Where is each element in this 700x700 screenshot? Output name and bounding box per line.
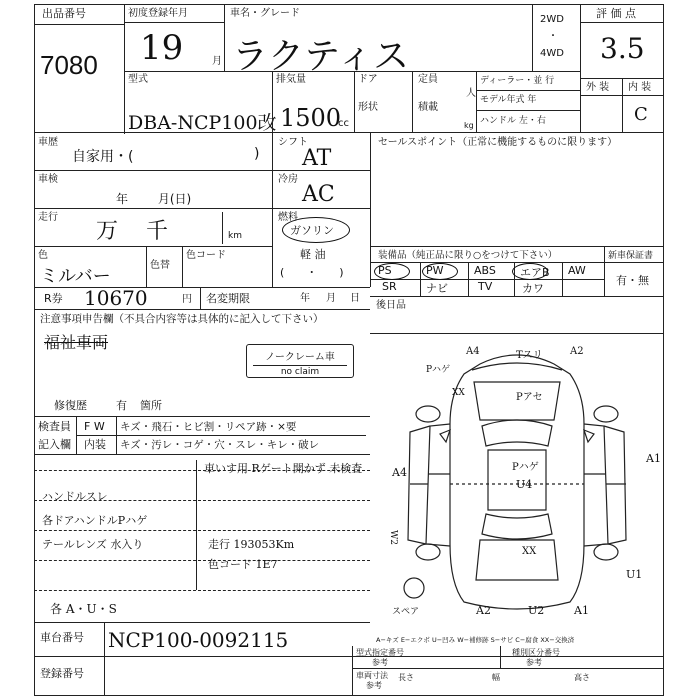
no-claim-stamp [246, 344, 354, 378]
diag-w2: W2 [388, 530, 398, 545]
equipment-item: ABS [474, 264, 496, 277]
diag-legend: A−キズ E−エクボ U−凹み W−補修跡 S−サビ C−腐食 XX−交換済 [376, 636, 575, 644]
load-label: 積載 [418, 102, 438, 113]
no-claim-en: no claim [280, 367, 320, 377]
diag-u1: U1 [626, 568, 643, 581]
diag-a1-bottom: A1 [574, 604, 589, 617]
diag-p-ase: Pアセ [516, 392, 543, 403]
remark-2: ハンドルスレ [42, 490, 108, 503]
color-code-label: 色コード [186, 250, 226, 261]
score-value: 3.5 [600, 32, 645, 65]
aircon-value: AC [302, 182, 335, 207]
diag-xx-center: XX [522, 546, 537, 557]
selling-point-label: セールスポイント（正常に機能するものに限ります） [378, 137, 618, 148]
shape-label: 形状 [358, 102, 378, 113]
inspection-value: 年 月(日) [116, 192, 192, 206]
class-ref: 参考 [526, 658, 542, 667]
remark-5: 走行 193053Km [208, 538, 295, 551]
name-change-year: 年 [300, 293, 310, 304]
remark-6: 色コード 1E7 [208, 558, 278, 571]
inspection-label: 車検 [38, 174, 58, 185]
equipment-circle [374, 263, 410, 280]
door-label: ドア [358, 74, 378, 85]
inspector-label-2: 記入欄 [38, 438, 71, 451]
diag-a4-left: A4 [392, 466, 407, 479]
car-name: ラクティス [232, 36, 410, 77]
equipment-item: ナビ [426, 282, 448, 295]
diag-a4-top: A4 [466, 346, 480, 357]
car-history-close: ) [254, 146, 260, 162]
displacement-label: 排気量 [276, 74, 306, 85]
repair-value: 有 [116, 399, 127, 412]
fuel-gas-circle [282, 217, 350, 243]
equipment-label: 装備品（純正品に限り○をつけて下さい） [378, 250, 558, 261]
name-change-label: 名変期限 [206, 292, 250, 305]
type-ref: 参考 [372, 658, 388, 667]
color-value: ミルバー [40, 266, 111, 287]
score-label: 評 価 点 [596, 7, 636, 20]
name-change-day: 日 [350, 293, 360, 304]
fw-values: キズ・飛石・ヒビ割・リペア跡・×要 [120, 421, 297, 433]
model-value: DBA-NCP100改 [128, 112, 277, 134]
diag-a1-right: A1 [646, 452, 661, 465]
inspector-label-1: 検査員 [38, 420, 71, 433]
registration-label: 登録番号 [40, 667, 84, 680]
notice-label: 注意事項申告欄（不具合内容等は具体的に記入して下さい） [40, 313, 324, 325]
diag-tesuri: Tスリ [516, 350, 543, 361]
repair-label: 修復歴 [54, 399, 87, 412]
capacity-label: 定員 [418, 74, 438, 85]
wd2-label: 2WD [540, 14, 564, 25]
shift-label: シフト [278, 137, 308, 148]
diag-spare: スペア [392, 607, 420, 617]
name-change-month: 月 [326, 293, 336, 304]
lot-number: 7080 [40, 50, 98, 80]
notice-handwritten: 福祉車両 [44, 333, 109, 352]
fw-label: F W [84, 420, 105, 433]
fuel-gas: ガソリン [290, 224, 334, 237]
km-unit: km [228, 231, 242, 241]
displacement-value: 1500 [280, 104, 342, 132]
rear-seat-label: 後日品 [376, 300, 406, 311]
first-reg-year: 19 [140, 28, 184, 68]
mileage-man: 万 [96, 219, 119, 244]
shift-value: AT [302, 146, 332, 171]
dim-height: 高さ [574, 673, 590, 682]
dim-label: 車両寸法 [356, 671, 388, 680]
diag-a2-bottom: A2 [476, 604, 491, 617]
recycle-value: 10670 [84, 286, 148, 310]
fuel-diesel: 軽 油 [300, 248, 326, 261]
first-reg-label: 初度登録年月 [128, 8, 188, 19]
model-label: 型式 [128, 74, 148, 85]
color-label: 色 [38, 250, 48, 261]
cc-unit: cc [338, 118, 349, 129]
car-history-value: 自家用・( [72, 149, 134, 165]
int-label: 内装 [84, 438, 106, 451]
chassis-value: NCP100-0092115 [108, 628, 289, 652]
warranty-value: 有・無 [616, 274, 649, 287]
exterior-label: 外 装 [586, 82, 610, 93]
diag-u4: U4 [516, 478, 533, 491]
mileage-sen: 千 [146, 219, 169, 244]
recolor-label: 色替 [150, 260, 170, 271]
handle-label: ハンドル 左・右 [480, 116, 546, 126]
remark-4: テールレンズ 水入り [42, 538, 144, 551]
new-warranty-label: 新車保証書 [608, 251, 654, 261]
diag-a2-top: A2 [570, 346, 584, 357]
interior-label: 内 装 [628, 82, 652, 93]
person-unit: 人 [466, 88, 476, 99]
equipment-item: AW [568, 264, 586, 277]
diag-p-hage-left: Pハゲ [426, 365, 451, 375]
aircon-label: 冷房 [278, 174, 298, 185]
equipment-item: PS [378, 264, 392, 277]
fuel-label: 燃料 [278, 212, 298, 223]
car-history-label: 車歴 [38, 137, 58, 148]
dim-ref: 参考 [366, 681, 382, 690]
diag-u2: U2 [528, 604, 545, 617]
remark-3: 各ドアハンドルPハゲ [42, 514, 148, 527]
repair-places: 箇所 [140, 399, 162, 412]
diag-p-hage-center: Pハゲ [512, 462, 539, 473]
dim-length: 長さ [398, 673, 414, 682]
fuel-paren: ( ・ ) [280, 266, 344, 279]
no-claim-jp: ノークレーム車 [265, 352, 335, 363]
model-year-label: モデル年式 年 [480, 95, 537, 105]
equipment-item: PW [426, 264, 444, 277]
kg-unit: kg [464, 121, 474, 130]
wd4-label: 4WD [540, 48, 564, 59]
equipment-circle [512, 263, 548, 280]
equipment-item: カワ [522, 282, 544, 295]
equipment-item: エアB [520, 266, 550, 279]
class-number-label: 種別区分番号 [512, 648, 560, 657]
mileage-label: 走行 [38, 212, 58, 223]
diag-xx-left: XX [452, 388, 465, 398]
car-name-label: 車名・グレード [230, 8, 300, 19]
month-label: 月 [212, 56, 222, 67]
equipment-item: TV [478, 280, 493, 293]
dealer-label: ディーラー・並 行 [480, 76, 555, 86]
recycle-label: R券 [44, 292, 63, 305]
chassis-label: 車台番号 [40, 631, 84, 644]
interior-grade: C [634, 104, 648, 125]
int-values: キズ・汚レ・コゲ・穴・スレ・キレ・破レ [120, 439, 320, 451]
remark-1: 車いす用 Rゲート開かず 未検査 [204, 462, 363, 475]
yen-unit: 円 [182, 294, 192, 305]
wd-dot: ・ [548, 31, 558, 42]
equipment-item: SR [382, 280, 397, 293]
remark-7: 各 A・U・S [50, 602, 117, 616]
lot-label: 出品番号 [42, 7, 86, 20]
dim-width: 幅 [492, 673, 500, 682]
equipment-circle [422, 263, 458, 280]
type-number-label: 型式指定番号 [356, 648, 404, 657]
